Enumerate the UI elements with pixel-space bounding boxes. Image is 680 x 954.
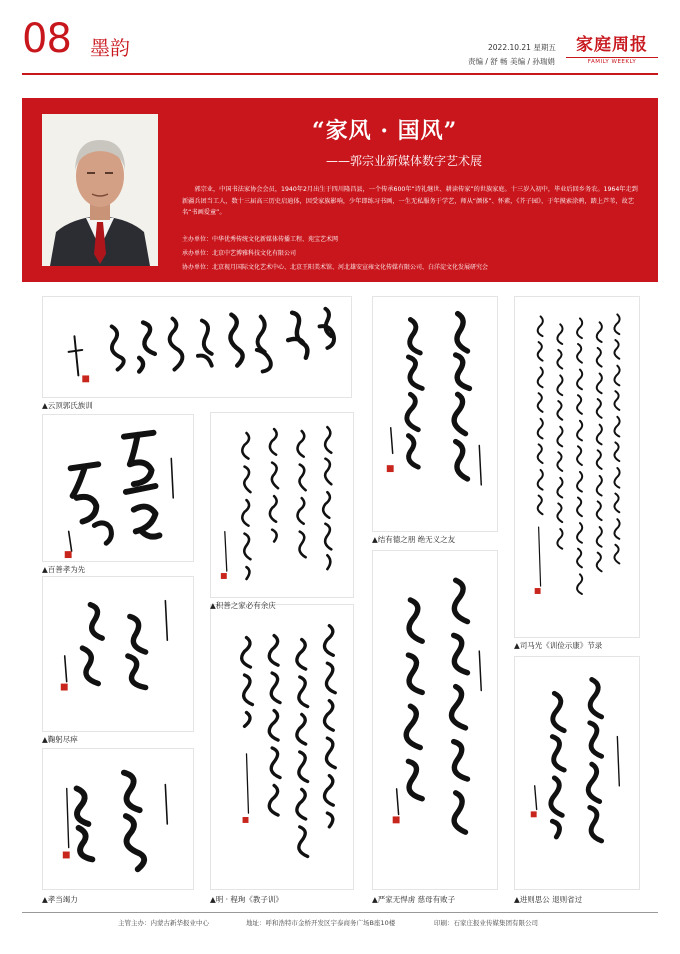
- footer-printer: 印刷：石家庄报业传媒集团有限公司: [434, 919, 538, 927]
- page-number: 08: [22, 16, 71, 62]
- footer-address: 地址：呼和浩特市金桥开发区宇泰商务广场B座10楼: [246, 919, 396, 927]
- caption-accumulate-virtue: ▲积善之家必有余庆: [210, 601, 276, 610]
- page-header: [0, 0, 680, 80]
- artwork-strict-family: [372, 550, 498, 890]
- caption-filial-with-all-strength: ▲孝当竭力: [42, 895, 78, 904]
- footer-rule: [22, 912, 658, 913]
- portrait-image: [42, 114, 158, 266]
- artist-portrait: [42, 114, 158, 266]
- caption-advance-retreat: ▲进则思公 退则省过: [514, 895, 583, 904]
- organizer-credit: 主办单位：中华优秀传统文化新媒体传播工程、苑宝艺术网: [182, 236, 339, 243]
- caption-simaguang-excerpt: ▲司马光《训俭示康》节录: [514, 641, 603, 650]
- newspaper-logo: [566, 30, 658, 65]
- calligraphy-image: [211, 605, 353, 889]
- calligraphy-image: [373, 297, 497, 531]
- artwork-advance-retreat: [514, 656, 640, 890]
- exhibition-banner: [22, 98, 658, 282]
- artwork-filial-piety-first: [42, 414, 194, 562]
- calligraphy-image: [43, 297, 351, 397]
- artwork-utmost-dedication: [42, 576, 194, 732]
- editors-credit: 责编 / 舒 畅 美编 / 孙瑞娟: [468, 57, 555, 66]
- artwork-virtuous-friends: [372, 296, 498, 532]
- artist-bio: 郭宗业，中国书法家协会会员，1940年2月出生于四川隆昌县，一个传承600年“诗礼继世、耕读传家”的世族家庭。十三岁入初中，毕业后回乡务农。1964年走到新疆兵团当工人，数十三届高三历史启迪体，因受家族影响，少年即练习书画，一生无私服务于学艺，师从“颜体”、怀素，《芥子园》，于年摸索涂鸦，踏上芦苇，故艺名“书画爱童”。: [182, 186, 638, 216]
- caption-strict-family: ▲严家无悍虏 慈母有败子: [372, 895, 456, 904]
- artwork-accumulate-virtue: [210, 412, 354, 598]
- calligraphy-image: [43, 415, 193, 561]
- exhibition-title: “家风 · 国风”: [312, 118, 458, 144]
- logo-cn: 家庭周报: [576, 35, 648, 55]
- caption-utmost-dedication: ▲鞠躬尽瘁: [42, 735, 78, 744]
- caption-virtuous-friends: ▲结有德之朋 绝无义之友: [372, 535, 456, 544]
- artwork-simaguang-excerpt: [514, 296, 640, 638]
- artwork-clan-precepts: [42, 296, 352, 398]
- co-organizer-credit: 协办单位：北京视月国际文化艺术中心、北京王阳美术馆、河北雄安宣雍文化传媒有限公司、白洋淀文化发展研究会: [182, 264, 489, 271]
- caption-filial-piety-first: ▲百善孝为先: [42, 565, 86, 574]
- footer-sponsor: 主管主办：内蒙古新华报业中心: [118, 919, 209, 927]
- calligraphy-image: [373, 551, 497, 889]
- calligraphy-image: [515, 657, 639, 889]
- logo-en: FAMILY WEEKLY: [566, 57, 658, 65]
- header-rule: [22, 73, 658, 75]
- calligraphy-image: [515, 297, 639, 637]
- artwork-chengxun-teaching: [210, 604, 354, 890]
- calligraphy-image: [43, 749, 193, 889]
- undertaker-credit: 承办单位：北京中艺博雅科技文化有限公司: [182, 250, 297, 257]
- caption-chengxun-teaching: ▲明 · 程珣《教子训》: [210, 895, 283, 904]
- section-title: 墨韵: [90, 36, 130, 60]
- issue-date: 2022.10.21 星期五: [488, 43, 556, 52]
- exhibition-subtitle: ——郭宗业新媒体数字艺术展: [326, 154, 483, 168]
- artwork-filial-with-all-strength: [42, 748, 194, 890]
- calligraphy-image: [43, 577, 193, 731]
- caption-clan-precepts: ▲云顶郭氏族训: [42, 401, 93, 410]
- calligraphy-image: [211, 413, 353, 597]
